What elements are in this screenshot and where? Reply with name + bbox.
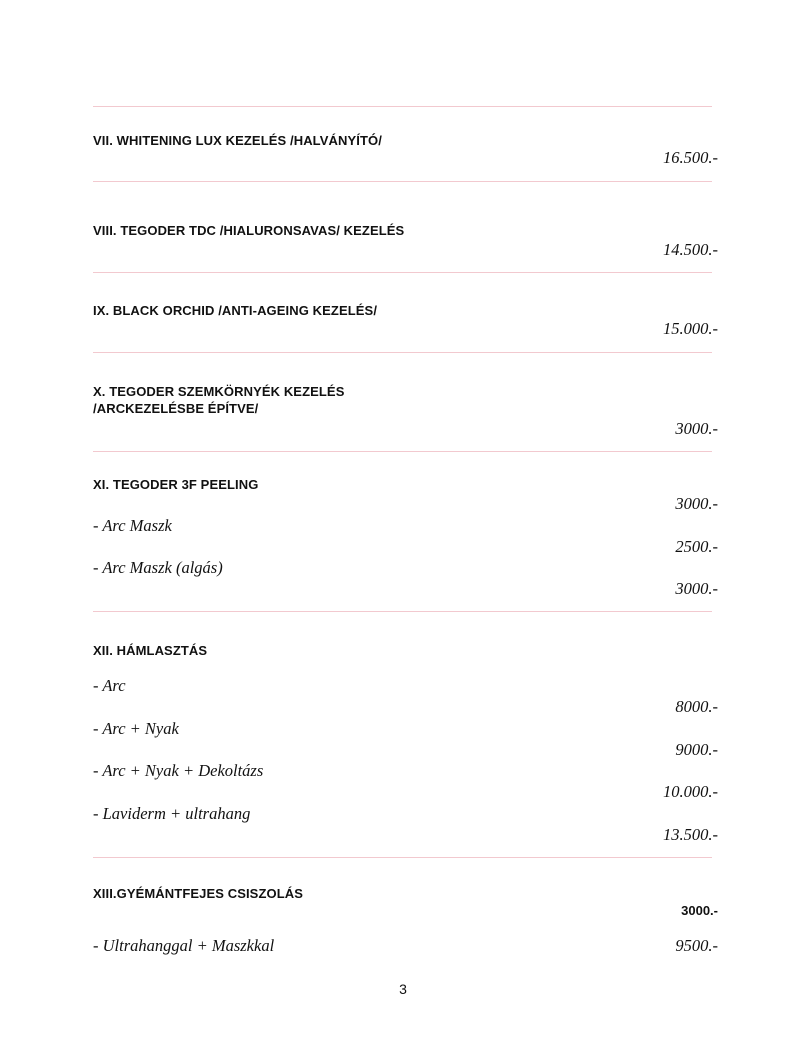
section-price: 3000.- (681, 903, 718, 918)
divider (93, 451, 712, 452)
divider (93, 611, 712, 612)
section-heading: XII. HÁMLASZTÁS (93, 643, 208, 658)
section-price: 15.000.- (663, 319, 718, 338)
page-number: 3 (399, 981, 407, 997)
section-price: 3000.- (675, 419, 718, 438)
list-item: - Laviderm + ultrahang (93, 804, 251, 823)
section-heading: IX. BLACK ORCHID /ANTI-AGEING KEZELÉS/ (93, 303, 378, 318)
section-heading: X. TEGODER SZEMKÖRNYÉK KEZELÉS (93, 384, 345, 399)
section-heading: XI. TEGODER 3F PEELING (93, 477, 259, 492)
divider (93, 181, 712, 182)
list-item-price: 3000.- (675, 579, 718, 598)
list-item-price: 9000.- (675, 740, 718, 759)
list-item: - Arc Maszk (algás) (93, 558, 223, 577)
list-item-price: 8000.- (675, 697, 718, 716)
list-item-price: 10.000.- (663, 782, 718, 801)
section-price: 14.500.- (663, 240, 718, 259)
list-item-price: 13.500.- (663, 825, 718, 844)
list-item: - Arc + Nyak + Dekoltázs (93, 761, 264, 780)
list-item: - Arc (93, 676, 126, 695)
list-item: - Ultrahanggal + Maszkkal (93, 936, 275, 955)
section-price: 16.500.- (663, 148, 718, 167)
divider (93, 272, 712, 273)
list-item-price: 9500.- (675, 936, 718, 955)
divider (93, 352, 712, 353)
section-heading: VII. WHITENING LUX KEZELÉS /HALVÁNYÍTÓ/ (93, 133, 382, 148)
divider (93, 106, 712, 107)
list-item: - Arc Maszk (93, 516, 172, 535)
list-item-price: 2500.- (675, 537, 718, 556)
divider (93, 857, 712, 858)
section-heading: XIII.GYÉMÁNTFEJES CSISZOLÁS (93, 886, 304, 901)
section-price: 3000.- (675, 494, 718, 513)
section-heading-subtitle: /ARCKEZELÉSBE ÉPÍTVE/ (93, 401, 259, 416)
list-item: - Arc + Nyak (93, 719, 179, 738)
section-heading: VIII. TEGODER TDC /HIALURONSAVAS/ KEZELÉS (93, 223, 405, 238)
